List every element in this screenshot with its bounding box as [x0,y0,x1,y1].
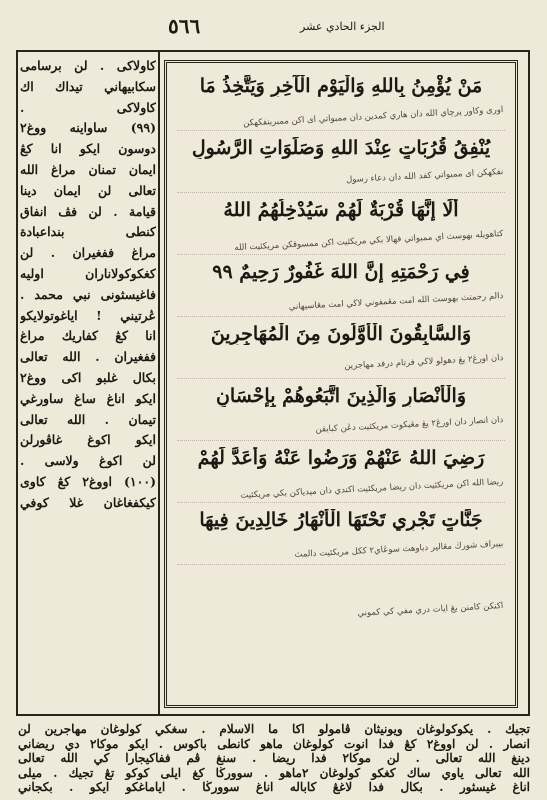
page-number: ٥٦٦ [168,14,201,38]
commentary-line: ڠرتيني ! اياغوتولايكو [20,307,156,323]
interlinear-gloss: كتاهويله بهوسث اي ممبواتي فهالا بكي مريكئيت اكن ممسوقكن مريكئيت الله [234,229,504,254]
commentary-line: ايكو اناغ ساغ ساورغي [20,390,156,406]
commentary-line: (٩٩) ساواينه ووغ٢ [20,120,156,136]
verse-text: يُنْفِقُ قُرُبَاتٍ عِنْدَ اللهِ وَصَلَوَاتِ الرَّسُولِ [191,137,491,159]
column-divider [158,50,160,716]
interlinear-gloss: بيبراف شورڬ مڠالير دباوهث سوڠاي٢ ككل مريكئيت دالمث [294,539,504,560]
quran-text-box [164,60,518,708]
bottom-commentary [18,722,530,796]
commentary-line: دوسون ايكو انا كڠ [20,141,156,157]
verse-line [177,255,505,317]
commentary-line: بكال غلبو اكى ووغ٢ [20,369,156,385]
verse-line [177,69,505,131]
commentary-line: ففغيران . الله تعالى [20,349,156,365]
interlinear-gloss: اورى وكاور پرچاي الله دان هاري كمدين دان ممبواتي اى اكن ممبرينفكهكن [242,105,504,129]
verse-line [177,193,505,255]
interlinear-gloss: ريضا الله اكن مريكئيت دان ريضا مريكئيت اكندي دان مڽدياكن بكي مريكئيت [240,477,504,501]
commentary-line: تيمان . الله تعالى [20,411,156,427]
interlinear-gloss: نفكهكن اى ممبواتي كفد الله دان دعاء رسول [345,167,504,186]
verse-line [177,503,505,565]
bottom-line: تجيك . يكوكولوغان ويونيثان ڤامولو اكا ما الاسلام . سغكي كولوغان مهاجرين لن [18,722,530,736]
verse-text: مَنْ يُؤْمِنُ بِاللهِ وَالْيَوْمِ الْآخِرِ وَيَتَّخِذُ مَا [199,75,483,97]
interlinear-gloss: دان انصار دان اورڠ٢ يڠ مڠيكوت مريكئيت دڠن كبايقن [315,415,504,435]
bottom-line: انصار . لن اووغ٢ كڠ فدا انوت كولوغان ماهو كانطى باكوس . ايكو موكا٢ دي ريضاني [18,736,530,751]
interlinear-gloss: اكنكن كأمنن يڠ ايات دري مفي كي كموني [357,601,504,619]
page-header [0,14,547,40]
commentary-column [20,56,156,710]
commentary-line: مراغ ففغيران . لن [20,245,156,261]
commentary-line: كغكوكولاناران اوليه [20,265,156,281]
commentary-line: انا كڠ كفاريك مراغ [20,328,156,344]
interlinear-gloss: دان اورڠ٢ يڠ دهولو لاڬي فرتام درفد مهاجرين [343,353,504,372]
verse-text: جَنَّاتٍ تَجْرِي تَحْتَهَا الْأَنْهَارُ خَالِدِينَ فِيهَا [199,509,483,531]
verse-text: أَلَا إِنَّهَا قُرْبَةٌ لَهُمْ سَيُدْخِلُهُمُ اللهُ [223,199,459,221]
verse-line [177,317,505,379]
commentary-line: كيكفغاغان غلا كوفي [20,494,156,510]
verse-line [177,379,505,441]
commentary-line: كاولاكى . [20,99,156,115]
commentary-line: قيامة . لن فڤ انفاق [20,203,156,219]
verse-text: وَالْأَنْصَارِ وَالَّذِينَ اتَّبَعُوهُمْ بِإِحْسَانٍ [215,385,467,407]
bottom-line: دينغ الله تعالى . لن موكا٢ فدا ريضا . سنغ ڤم ففاكيجارا كي الله تعالى [18,751,530,766]
commentary-line: ايكو اكوغ غاڤورلن [20,432,156,448]
commentary-line: لن اكوغ ولاسى . [20,453,156,469]
verse-text: فِي رَحْمَتِهِ إِنَّ اللهَ غَفُورٌ رَحِيمٌ ٩٩ [212,261,470,283]
bottom-line: اناغ غيسثور . بكال فدا لاغڠ كاباله اناغ سوورڬا . اياماغكو ايكو . بكجاني [18,780,530,795]
verse-line [177,441,505,503]
commentary-line: كاولاكى . لن برسامى [20,58,156,73]
verse-text: وَالسَّابِقُونَ الْأَوَّلُونَ مِنَ الْمُهَاجِرِينَ [210,323,472,345]
interlinear-gloss: دالم رحمتث بهوسث الله امت مڠمفوني لاڬي امت مڠاسيهاني [288,291,504,313]
bottom-line: الله تعالى ياوي ساك كغكو كولوغان ٢ماهو . سوورڬا كغ ايلى كوكو تڠ تجيك . ميلى [18,765,530,780]
commentary-line: فاغيسثونى نبي محمد . [20,286,156,302]
commentary-line: (١٠٠) اووغ٢ كڠ كاوى [20,473,156,489]
verse-text: رَضِيَ اللهُ عَنْهُمْ وَرَضُوا عَنْهُ وَأَعَدَّ لَهُمْ [197,447,485,469]
commentary-line: تعالى لن ايمان دينا [20,182,156,198]
commentary-line: ايمان تمنان مراغ الله [20,161,156,177]
part-title: الجزء الحادي عشر [300,20,385,33]
commentary-line: كنطى بنداعبادة [20,224,156,240]
verse-line [177,131,505,193]
verse-line [177,565,505,626]
commentary-line: سكابيهاني تيداك اك [20,78,156,94]
